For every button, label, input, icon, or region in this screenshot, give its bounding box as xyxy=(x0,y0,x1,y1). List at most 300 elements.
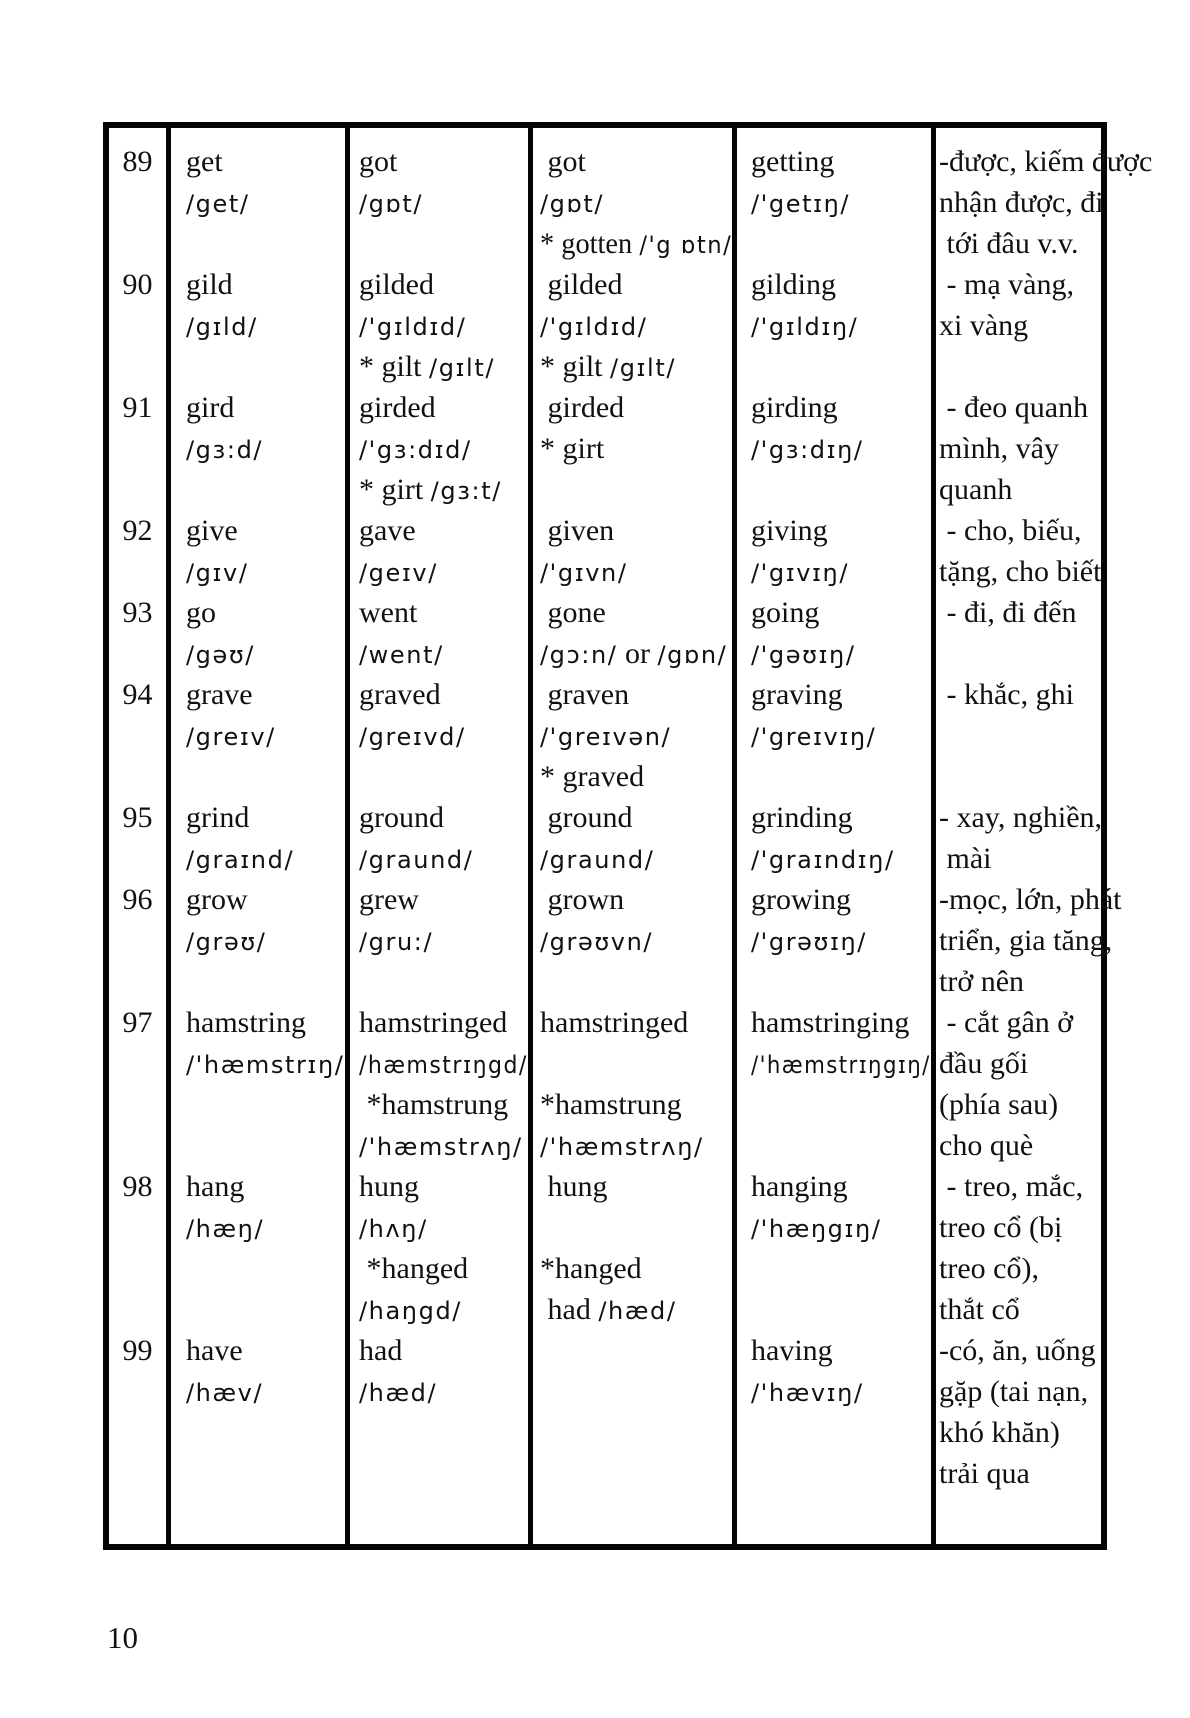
text-line xyxy=(109,592,166,633)
past-cell xyxy=(345,674,528,797)
text-line xyxy=(186,1330,345,1371)
text-line xyxy=(939,838,1152,879)
text-line xyxy=(359,633,528,674)
text-line xyxy=(186,879,345,920)
text-line xyxy=(939,510,1152,551)
text-line xyxy=(186,551,345,592)
word-text: 98 xyxy=(122,1170,153,1203)
text-line xyxy=(939,1084,1152,1125)
ipa-transcription: /grəʊvn/ xyxy=(540,928,654,956)
text-line xyxy=(939,1043,1152,1084)
text-line xyxy=(359,551,528,592)
text-line xyxy=(359,1289,528,1330)
word-text: graving xyxy=(751,678,843,711)
text-line xyxy=(186,1166,345,1207)
word-text: graven xyxy=(540,678,630,711)
participle-cell xyxy=(528,1002,732,1166)
word-text: hanging xyxy=(751,1170,848,1203)
word-text: nhận được, đi xyxy=(939,186,1104,219)
word-text: đầu gối xyxy=(939,1047,1029,1080)
word-text: get xyxy=(186,145,223,178)
text-line xyxy=(109,797,166,838)
text-line xyxy=(751,592,931,633)
word-text: * gilt xyxy=(540,350,611,383)
word-text: grave xyxy=(186,678,253,711)
num-cell xyxy=(109,264,166,387)
text-line xyxy=(186,1371,345,1412)
ipa-transcription: /'hæmstrʌŋ/ xyxy=(540,1133,704,1161)
word-text: growing xyxy=(751,883,851,916)
text-line xyxy=(939,469,1152,510)
past-cell xyxy=(345,592,528,674)
word-text: - treo, mắc, xyxy=(939,1170,1084,1203)
text-line xyxy=(186,633,345,674)
text-line xyxy=(109,264,166,305)
num-cell xyxy=(109,1330,166,1494)
text-line xyxy=(109,387,166,428)
text-line xyxy=(540,182,732,223)
word-text: hung xyxy=(359,1170,419,1203)
past-cell xyxy=(345,797,528,879)
base-cell xyxy=(166,674,345,797)
ipa-transcription: /'gɪvn/ xyxy=(540,559,628,587)
text-line xyxy=(109,879,166,920)
base-cell xyxy=(166,128,345,264)
text-line xyxy=(751,182,931,223)
word-text: 97 xyxy=(122,1006,153,1039)
ipa-transcription: /'gɜ:dɪd/ xyxy=(359,436,472,464)
ipa-transcription: /graɪnd/ xyxy=(186,846,295,874)
ipa-transcription: /hæŋ/ xyxy=(186,1215,265,1243)
text-line xyxy=(939,428,1152,469)
text-line xyxy=(359,920,528,961)
ipa-transcription: /gɒt/ xyxy=(540,190,605,218)
word-text: grind xyxy=(186,801,250,834)
text-line xyxy=(186,141,345,182)
text-line xyxy=(939,387,1152,428)
ing-cell xyxy=(732,1166,931,1330)
text-line xyxy=(540,223,732,264)
word-text: trở nên xyxy=(939,965,1025,998)
text-line xyxy=(751,551,931,592)
word-text: hamstringed xyxy=(359,1006,508,1039)
word-text: hang xyxy=(186,1170,245,1203)
text-line xyxy=(751,510,931,551)
ipa-transcription: /gɪlt/ xyxy=(429,354,496,382)
text-line xyxy=(186,715,345,756)
text-line xyxy=(939,1371,1152,1412)
meaning-cell xyxy=(931,879,1154,1002)
word-text: given xyxy=(540,514,615,547)
word-text: got xyxy=(540,145,586,178)
word-text: gilded xyxy=(359,268,434,301)
word-text: had xyxy=(359,1334,403,1367)
text-line xyxy=(540,633,732,674)
word-text: 89 xyxy=(122,145,153,178)
text-line xyxy=(186,674,345,715)
ing-cell xyxy=(732,1330,931,1494)
text-line xyxy=(939,592,1152,633)
text-line xyxy=(359,510,528,551)
word-text: - đeo quanh xyxy=(939,391,1089,424)
participle-cell xyxy=(528,674,732,797)
text-line xyxy=(751,305,931,346)
ipa-transcription: /get/ xyxy=(186,190,250,218)
ing-cell xyxy=(732,264,931,387)
past-cell xyxy=(345,1002,528,1166)
word-text: 99 xyxy=(122,1334,153,1367)
base-cell xyxy=(166,264,345,387)
word-text: - khắc, ghi xyxy=(939,678,1074,711)
text-line xyxy=(186,592,345,633)
participle-cell xyxy=(528,128,732,264)
text-line xyxy=(540,551,732,592)
text-line xyxy=(359,1371,528,1412)
meaning-cell xyxy=(931,128,1154,264)
text-line xyxy=(540,592,732,633)
ipa-transcription: /gɔ:n/ xyxy=(540,641,618,669)
text-line xyxy=(359,141,528,182)
ipa-transcription: /graund/ xyxy=(540,846,655,874)
past-cell xyxy=(345,264,528,387)
word-text: girding xyxy=(751,391,838,424)
participle-cell xyxy=(528,592,732,674)
ipa-transcription: /'hævɪŋ/ xyxy=(751,1379,864,1407)
text-line xyxy=(109,1166,166,1207)
ipa-transcription: /haŋgd/ xyxy=(359,1297,462,1325)
text-line xyxy=(939,182,1152,223)
base-cell xyxy=(166,387,345,510)
meaning-cell xyxy=(931,264,1154,387)
word-text: - mạ vàng, xyxy=(939,268,1074,301)
word-text: gone xyxy=(540,596,606,629)
meaning-cell xyxy=(931,1330,1154,1494)
word-text: hamstringing xyxy=(751,1006,910,1039)
ipa-transcription: /hæd/ xyxy=(598,1297,677,1325)
text-line xyxy=(359,879,528,920)
text-line xyxy=(109,674,166,715)
meaning-cell xyxy=(931,1166,1154,1330)
word-text: ground xyxy=(359,801,444,834)
word-text: gave xyxy=(359,514,416,547)
word-text: *hanged xyxy=(540,1252,642,1285)
word-text: khó khăn) xyxy=(939,1416,1060,1449)
text-line xyxy=(751,387,931,428)
text-line xyxy=(540,1002,732,1043)
participle-cell xyxy=(528,1330,732,1494)
word-text: 96 xyxy=(122,883,153,916)
base-cell xyxy=(166,592,345,674)
ing-cell xyxy=(732,1002,931,1166)
participle-cell xyxy=(528,879,732,1002)
filler-cell xyxy=(345,1494,528,1544)
participle-cell xyxy=(528,387,732,510)
ipa-transcription: /'grəʊɪŋ/ xyxy=(751,928,867,956)
text-line xyxy=(540,715,732,756)
past-cell xyxy=(345,879,528,1002)
text-line xyxy=(359,797,528,838)
ipa-transcription: /greɪvd/ xyxy=(359,723,466,751)
text-line xyxy=(751,715,931,756)
word-text: (phía sau) xyxy=(939,1088,1059,1121)
text-line xyxy=(540,510,732,551)
ipa-transcription: /gɪv/ xyxy=(186,559,249,587)
text-line xyxy=(186,1043,345,1084)
text-line xyxy=(540,1248,732,1289)
ipa-transcription: /'gɪldɪŋ/ xyxy=(751,313,859,341)
word-text: getting xyxy=(751,145,835,178)
text-line xyxy=(751,1207,931,1248)
word-text: had xyxy=(540,1293,599,1326)
word-text: *hamstrung xyxy=(540,1088,682,1121)
text-line xyxy=(939,879,1152,920)
text-line xyxy=(939,305,1152,346)
irregular-verbs-table xyxy=(103,122,1153,1550)
text-line xyxy=(186,182,345,223)
text-line xyxy=(359,838,528,879)
participle-cell xyxy=(528,797,732,879)
text-line xyxy=(359,346,528,387)
ing-cell xyxy=(732,674,931,797)
word-text: going xyxy=(751,596,820,629)
word-text: grow xyxy=(186,883,248,916)
meaning-cell xyxy=(931,510,1154,592)
word-text: hamstringed xyxy=(540,1006,689,1039)
base-cell xyxy=(166,1166,345,1330)
ipa-transcription: /'gɜ:dɪŋ/ xyxy=(751,436,864,464)
word-text: gilding xyxy=(751,268,837,301)
word-text: tặng, cho biết xyxy=(939,555,1102,588)
word-text: go xyxy=(186,596,216,629)
text-line xyxy=(540,1207,732,1248)
text-line xyxy=(751,1330,931,1371)
word-text: tới đâu v.v. xyxy=(939,227,1079,260)
text-line xyxy=(939,1453,1152,1494)
word-text: 93 xyxy=(122,596,153,629)
word-text: treo cổ (bị xyxy=(939,1211,1063,1244)
word-text: -mọc, lớn, phát xyxy=(939,883,1122,916)
ipa-transcription: /gɪlt/ xyxy=(610,354,677,382)
text-line xyxy=(751,428,931,469)
text-line xyxy=(540,1166,732,1207)
base-cell xyxy=(166,879,345,1002)
num-cell xyxy=(109,1166,166,1330)
text-line xyxy=(186,387,345,428)
ipa-transcription: /gəʊ/ xyxy=(186,641,255,669)
ipa-transcription: /geɪv/ xyxy=(359,559,438,587)
text-line xyxy=(939,551,1152,592)
text-line xyxy=(939,797,1152,838)
word-text: -có, ăn, uống xyxy=(939,1334,1096,1367)
ipa-transcription: /hæd/ xyxy=(359,1379,438,1407)
past-cell xyxy=(345,1330,528,1494)
num-cell xyxy=(109,1002,166,1166)
text-line xyxy=(939,1002,1152,1043)
word-text: * girt xyxy=(540,432,605,465)
text-line xyxy=(186,305,345,346)
text-line xyxy=(751,264,931,305)
past-cell xyxy=(345,1166,528,1330)
base-cell xyxy=(166,1002,345,1166)
word-text: 90 xyxy=(122,268,153,301)
word-text: graved xyxy=(359,678,441,711)
ing-cell xyxy=(732,128,931,264)
base-cell xyxy=(166,1330,345,1494)
text-line xyxy=(939,920,1152,961)
word-text: went xyxy=(359,596,418,629)
word-text: - cắt gân ở xyxy=(939,1006,1074,1039)
word-text: 91 xyxy=(122,391,153,424)
text-line xyxy=(751,797,931,838)
word-text: thắt cổ xyxy=(939,1293,1020,1326)
text-line xyxy=(751,1166,931,1207)
text-line xyxy=(540,428,732,469)
word-text: grown xyxy=(540,883,625,916)
text-line xyxy=(186,428,345,469)
ipa-transcription: /'greɪvɪŋ/ xyxy=(751,723,877,751)
text-line xyxy=(359,428,528,469)
filler-cell xyxy=(109,1494,166,1544)
word-text: grinding xyxy=(751,801,853,834)
meaning-cell xyxy=(931,1002,1154,1166)
ipa-transcription: /hʌŋ/ xyxy=(359,1215,428,1243)
text-line xyxy=(751,1043,931,1084)
text-line xyxy=(939,674,1152,715)
word-text: gặp (tai nạn, xyxy=(939,1375,1089,1408)
word-text: -được, kiếm được xyxy=(939,145,1153,178)
word-text: * girt xyxy=(359,473,431,506)
text-line xyxy=(186,1002,345,1043)
filler-cell xyxy=(931,1494,1154,1544)
filler-cell xyxy=(166,1494,345,1544)
ipa-transcription: /'gəʊɪŋ/ xyxy=(751,641,856,669)
text-line xyxy=(540,879,732,920)
text-line xyxy=(751,838,931,879)
text-line xyxy=(540,920,732,961)
text-line xyxy=(109,141,166,182)
ipa-transcription: /gɜ:t/ xyxy=(430,477,502,505)
ipa-transcription: /gɜ:d/ xyxy=(186,436,264,464)
text-line xyxy=(939,1248,1152,1289)
word-text: 95 xyxy=(122,801,153,834)
num-cell xyxy=(109,797,166,879)
word-text: giving xyxy=(751,514,828,547)
word-text: mài xyxy=(939,842,992,875)
text-line xyxy=(540,1084,732,1125)
ipa-transcription: /gru:/ xyxy=(359,928,434,956)
text-line xyxy=(751,879,931,920)
word-text: cho què xyxy=(939,1129,1034,1162)
text-line xyxy=(359,1166,528,1207)
word-text: hamstring xyxy=(186,1006,306,1039)
text-line xyxy=(939,1125,1152,1166)
text-line xyxy=(540,1125,732,1166)
participle-cell xyxy=(528,1166,732,1330)
ipa-transcription: /'greɪvən/ xyxy=(540,723,672,751)
word-text: hung xyxy=(540,1170,608,1203)
text-line xyxy=(939,264,1152,305)
word-text: girded xyxy=(359,391,436,424)
word-text: 92 xyxy=(122,514,153,547)
text-line xyxy=(359,264,528,305)
past-cell xyxy=(345,128,528,264)
num-cell xyxy=(109,387,166,510)
ipa-transcription: /gɒt/ xyxy=(359,190,424,218)
ing-cell xyxy=(732,387,931,510)
text-line xyxy=(359,1002,528,1043)
text-line xyxy=(540,1043,732,1084)
page-number: 10 xyxy=(107,1620,138,1655)
word-text: xi vàng xyxy=(939,309,1029,342)
text-line xyxy=(751,141,931,182)
text-line xyxy=(359,674,528,715)
participle-cell xyxy=(528,510,732,592)
text-line xyxy=(939,1289,1152,1330)
word-text: got xyxy=(359,145,398,178)
text-line xyxy=(186,1207,345,1248)
num-cell xyxy=(109,128,166,264)
text-line xyxy=(359,1207,528,1248)
text-line xyxy=(109,1002,166,1043)
text-line xyxy=(751,1002,931,1043)
text-line xyxy=(540,264,732,305)
filler-cell xyxy=(732,1494,931,1544)
num-cell xyxy=(109,879,166,1002)
text-line xyxy=(540,838,732,879)
word-text: - xay, nghiền, xyxy=(939,801,1103,834)
text-line xyxy=(359,1043,528,1084)
ipa-transcription: /'gɪldɪd/ xyxy=(540,313,648,341)
num-cell xyxy=(109,592,166,674)
text-line xyxy=(359,1125,528,1166)
num-cell xyxy=(109,510,166,592)
meaning-cell xyxy=(931,797,1154,879)
text-line xyxy=(359,715,528,756)
ipa-transcription: /'hæmstrʌŋ/ xyxy=(359,1133,523,1161)
base-cell xyxy=(166,797,345,879)
text-line xyxy=(751,920,931,961)
word-text: give xyxy=(186,514,238,547)
word-text: *hamstrung xyxy=(359,1088,509,1121)
ing-cell xyxy=(732,592,931,674)
text-line xyxy=(359,182,528,223)
num-cell xyxy=(109,674,166,797)
meaning-cell xyxy=(931,387,1154,510)
ipa-transcription: /gɒn/ xyxy=(657,641,728,669)
word-text: ground xyxy=(540,801,633,834)
text-line xyxy=(939,1330,1152,1371)
text-line xyxy=(186,510,345,551)
ipa-transcription: /'hæmstrɪŋ/ xyxy=(186,1051,345,1079)
word-text: * graved xyxy=(540,760,645,793)
word-text: - đi, đi đến xyxy=(939,596,1077,629)
text-line xyxy=(540,797,732,838)
word-text: gild xyxy=(186,268,233,301)
ing-cell xyxy=(732,879,931,1002)
filler-cell xyxy=(528,1494,732,1544)
word-text: girded xyxy=(540,391,625,424)
ipa-transcription: /gɪld/ xyxy=(186,313,258,341)
text-line xyxy=(186,838,345,879)
text-line xyxy=(939,141,1152,182)
word-text: - cho, biếu, xyxy=(939,514,1082,547)
text-line xyxy=(359,592,528,633)
text-line xyxy=(540,387,732,428)
text-line xyxy=(540,756,732,797)
ipa-transcription: /graund/ xyxy=(359,846,474,874)
participle-cell xyxy=(528,264,732,387)
word-text: have xyxy=(186,1334,243,1367)
